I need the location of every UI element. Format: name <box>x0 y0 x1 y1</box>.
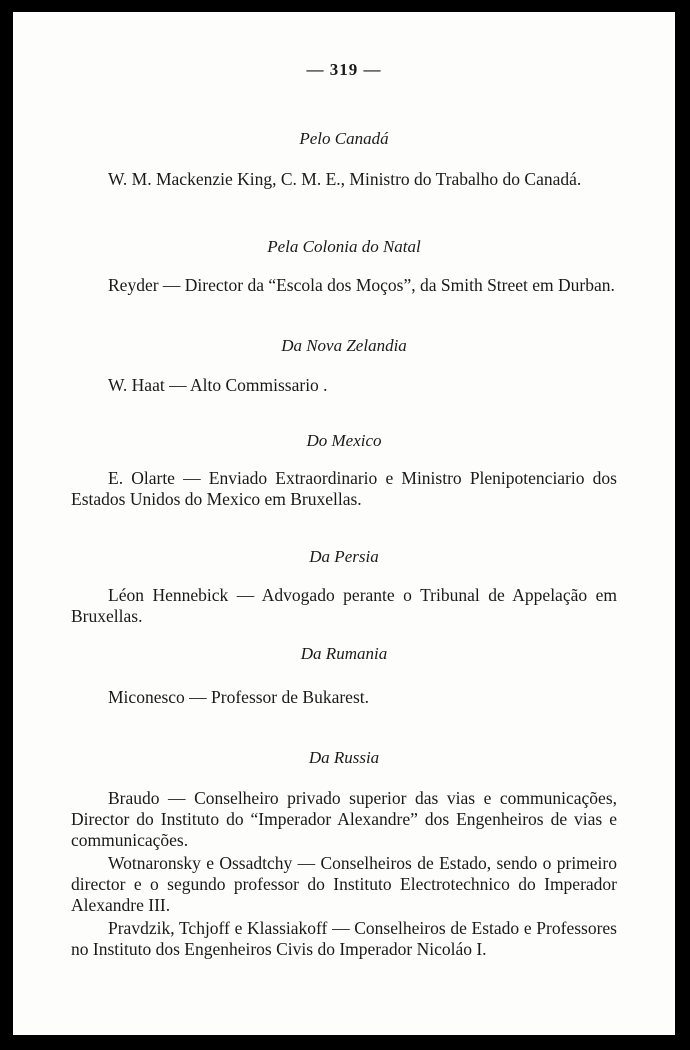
section-heading-rumania: Da Rumania <box>300 644 388 663</box>
paragraph-rumania: Miconesco — Professor de Bukarest. <box>108 687 369 707</box>
page-number: — 319 — <box>306 60 382 79</box>
section-heading-canada: Pelo Canadá <box>299 129 389 148</box>
paragraph-nova-zelandia: W. Haat — Alto Commissario . <box>108 375 328 395</box>
section-heading-russia: Da Russia <box>308 748 380 767</box>
paragraph-natal: Reyder — Director da “Escola dos Moços”, da Smith Street em Durban. <box>108 275 615 295</box>
section-heading-natal: Pela Colonia do Natal <box>267 237 421 256</box>
section-heading-persia: Da Persia <box>309 547 379 566</box>
document-page <box>13 12 675 1035</box>
paragraph-russia-pravdzik: Pravdzik, Tchjoff e Klassiakoff — Conselheiros de Estado e Professores no Instituto dos Engenheiros Civis do Imperador Nicoláo I. <box>71 918 617 959</box>
paragraph-canada: W. M. Mackenzie King, C. M. E., Ministro do Trabalho do Canadá. <box>108 169 582 189</box>
paragraph-russia-wotnaronsky: Wotnaronsky e Ossadtchy — Conselheiros de Estado, sendo o primeiro director e o segundo professor do Instituto Electrotechnico do Imperador Alexandre III. <box>71 853 617 915</box>
paragraph-mexico: E. Olarte — Enviado Extraordinario e Ministro Plenipotenciario dos Estados Unidos do Mexico em Bruxellas. <box>71 468 617 509</box>
paragraph-russia-braudo: Braudo — Conselheiro privado superior das vias e communicações, Director do Instituto do “Imperador Alexandre” dos Engenheiros de vias e communicações. <box>71 788 617 850</box>
section-heading-mexico: Do Mexico <box>306 431 382 450</box>
paragraph-persia: Léon Hennebick — Advogado perante o Tribunal de Appelação em Bruxellas. <box>71 585 617 626</box>
section-heading-nova-zelandia: Da Nova Zelandia <box>281 336 407 355</box>
